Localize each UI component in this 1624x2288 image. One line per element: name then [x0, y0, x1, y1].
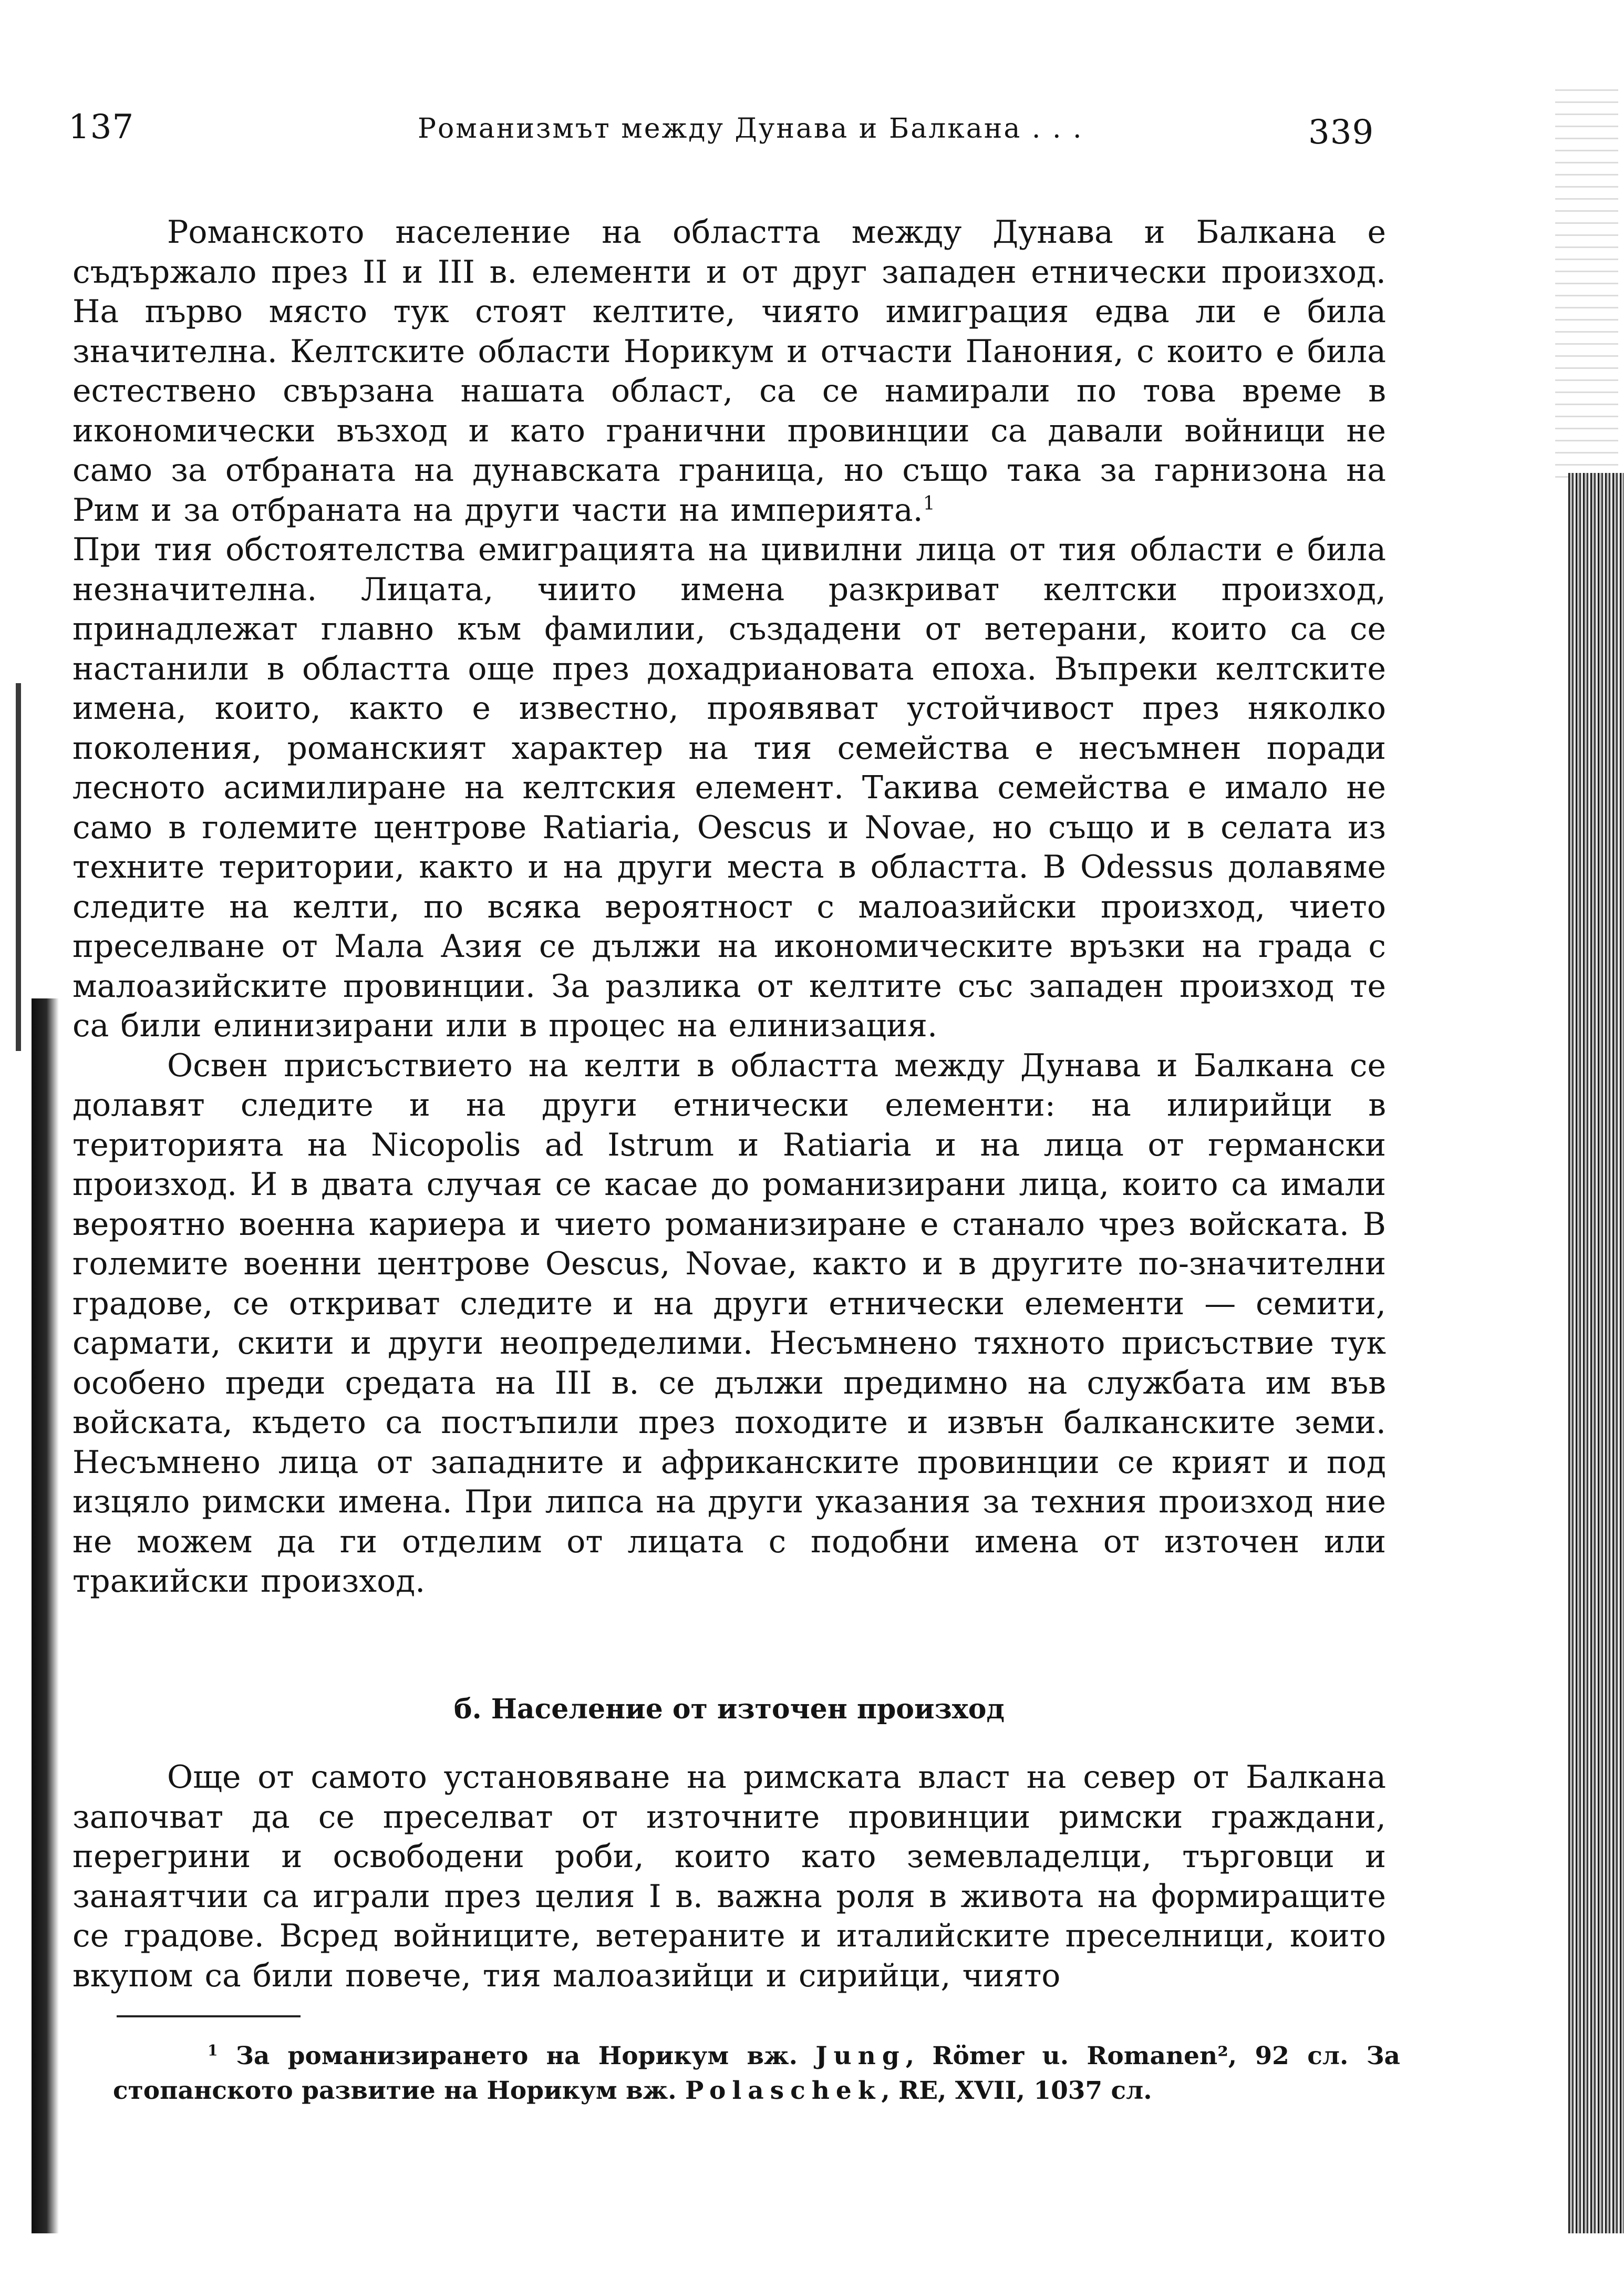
- running-header: [68, 108, 1382, 166]
- section-text: [73, 1758, 1386, 1996]
- footnote-text-1: За романизирането на Норикум вж.: [235, 2042, 798, 2070]
- scan-binding-shadow: [32, 998, 59, 2233]
- footnote-author-1: Jung: [815, 2042, 906, 2070]
- footnote-text-2: , Römer u. Romanen², 92 сл. За стопанското развитие на Норикум вж.: [113, 2042, 1400, 2105]
- paragraph-2: При тия обстоятелства емиграцията на цивилни лица от тия области е била незначителна. Лицата, чиито имена разкриват келтски произход, принадлежат главно към фамилии, създадени от ветерани, които са се настанили в областта още през дохадриановата епоха. Въпреки келтските имена, които, както е известно, проявяват устойчивост през няколко поколения, романският характер на тия семейства е несъмнен поради лесното асимилиране на келтския елемент. Такива семейства е имало не само в големите центрове Ratiaria, Oescus и Novae, но също и в селата из техните територии, както и на други места в областта. В Odessus долавяме следите на келти, по всяка вероятност с малоазийски произход, чието преселване от Мала Азия се дължи на икономическите връзки на града с малоазийските провинции. За разлика от келтите със западен произход те са били елинизирани или в процес на елинизация.: [73, 531, 1386, 1044]
- paragraph-3: Освен присъствието на келти в областта между Дунава и Балкана се долавят следите и на други етнически елементи: на илирийци в територията на Nicopolis ad Istrum и Ratiaria и на лица от германски произход. И в двата случая се касае до романизирани лица, които са имали вероятно военна кариера и чието романизиране е станало чрез войската. В големите военни центрове Oescus, Novae, както и в другите по-значителни градове, се откриват следите и на други етнически елементи — семити, сармати, скити и други неопределими. Несъмнено тяхното присъствие тук особено преди средата на III в. се дължи предимно на службата им във войската, където са постъпили през походите и извън балканските земи. Несъмнено лица от западните и африканските провинции се крият и под изцяло римски имена. При липса на други указания за техния произход ние не можем да ги отделим от лицата с подобни имена от източен или тракийски произход.: [73, 1047, 1386, 1600]
- running-title: Романизмът между Дунава и Балкана . . .: [418, 113, 1083, 145]
- scan-binding-shadow-thin: [16, 683, 21, 1051]
- paragraph-1: [73, 213, 1386, 530]
- main-text: [73, 213, 1386, 1602]
- page-number-left: 137: [68, 108, 135, 147]
- scan-edge-noise-top: [1555, 79, 1618, 478]
- section-heading: б. Население от източен произход: [453, 1693, 1005, 1725]
- page-number-right: 339: [1308, 113, 1374, 152]
- footnote-reference: 1: [923, 492, 935, 514]
- footnote-divider: [117, 2015, 301, 2017]
- scan-edge-noise: [1568, 473, 1624, 2233]
- paragraph-1-text: Романското население на областта между Дунава и Балкана е съдържало през II и III в. елементи и от друг западен етнически произход. На първо място тук стоят келтите, чиято имиграция едва ли е била значителна. Келтските области Норикум и отчасти Панония, с които е била естествено свързана нашата област, са се намирали по това време в икономически възход и като гранични провинции са давали войници не само за отбраната на дунавската граница, но също така за гарнизона на Рим и за отбраната на други части на империята.: [73, 214, 1386, 529]
- footnote-author-2: Polaschek: [685, 2076, 882, 2105]
- footnote: [113, 2039, 1400, 2108]
- paragraph-4: Още от самото установяване на римската власт на север от Балкана започват да се преселват от източните провинции римски граждани, перегрини и освободени роби, които като земевладелци, търговци и занаятчии са играли през целия I в. важна роля в живота на формиращите се градове. Всред войниците, ветераните и италийските преселници, които вкупом са били повече, тия малоазийци и сирийци, чиято: [73, 1759, 1386, 1994]
- footnote-text-3: , RE, XVII, 1037 сл.: [881, 2076, 1152, 2105]
- footnote-number: 1: [208, 2042, 218, 2059]
